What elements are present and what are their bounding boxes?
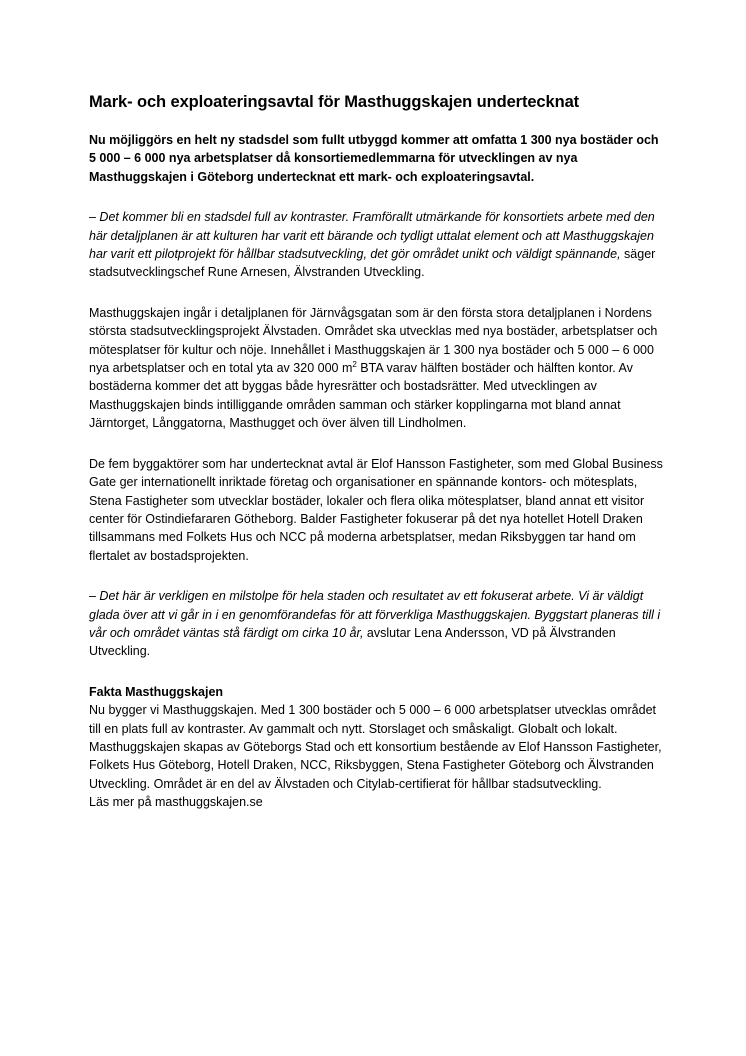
quote-2-attribution: avslutar Lena Andersson, VD på Älvstranden Utveckling. xyxy=(89,625,616,659)
superscript-2: 2 xyxy=(352,360,357,370)
body-paragraph-2: De fem byggaktörer som har undertecknat avtal är Elof Hansson Fastigheter, som med Global Business Gate ger internationellt inriktade företag och organisationer en spännande kontors- och mötesplats, Stena Fastigheter som utvecklar bostäder, lokaler och flera olika mötesplatser, bland annat ett visitor center för Ostindiefararen Götheborg. Balder Fastigheter fokuserar på det nya hotellet Hotell Draken tillsammans med Folkets Hus och NCC på moderna arbetsplatser, medan Riksbyggen tar hand om flertalet av bostadsprojekten. xyxy=(89,456,663,563)
facts-body: Nu bygger vi Masthuggskajen. Med 1 300 bostäder och 5 000 – 6 000 arbetsplatser utvecklas området till en plats full av kontraster. Av gammalt och nytt. Storslaget och småskaligt. Globalt och lokalt. Masthuggskajen skapas av Göteborgs Stad och ett konsortium bestående av Elof Hansson Fastigheter, Folkets Hus Göteborg, Hotell Draken, NCC, Riksbyggen, Stena Fastigheter Göteborg och Älvstranden Utveckling. Området är en del av Älvstaden och Citylab-certifierat för hållbar stadsutveckling. xyxy=(89,703,662,791)
quote-paragraph-2 xyxy=(89,587,666,661)
quote-1-attribution: säger stadsutvecklingschef Rune Arnesen, Älvstranden Utveckling. xyxy=(89,247,656,280)
facts-section xyxy=(89,683,666,812)
body-paragraph-1-text-a: Masthuggskajen ingår i detaljplanen för Järnvågsgatan som är den första stora detaljplanen i Nordens största stadsutvecklingsprojekt Älvstaden. Området ska utvecklas med nya bostäder, arbetsplatser och mötesplatser för kultur och nöje. Innehållet i Masthuggskajen är 1 300 nya bostäder och 5 000 – 6 000 nya arbetsplatser och en total yta av 320 000 m xyxy=(89,305,658,376)
quote-2-text: – Det här är verkligen en milstolpe för hela staden och resultatet av ett fokuserat arbete. Vi är väldigt glada över att vi går in i en genomförandefas för att förverkliga Masthuggskajen. Byggstart planeras till i vår och området väntas stå färdigt om cirka 10 år, xyxy=(89,589,661,640)
facts-heading: Fakta Masthuggskajen xyxy=(89,684,224,699)
quote-1-text: – Det kommer bli en stadsdel full av kontraster. Framförallt utmärkande för konsortiets arbete med den här detaljplanen är att kulturen har varit ett bärande och tydligt uttalat element och att Masthuggskajen har varit ett pilotprojekt för hållbar stadsutveckling, det gör området unikt och väldigt spännande, xyxy=(89,210,655,262)
body-paragraph-1-text-b: BTA varav hälften bostäder och hälften kontor. Av bostäderna kommer det att byggas både hyresrätter och bostadsrätter. Med utvecklingen av Masthuggskajen binds intilliggande områden samman och stärker kopplingarna mot bland annat Järntorget, Långgatorna, Masthugget och över älven till Lindholmen. xyxy=(89,361,633,431)
page-title: Mark- och exploateringsavtal för Masthuggskajen undertecknat xyxy=(89,93,580,111)
body-paragraph-1 xyxy=(89,304,666,433)
quote-paragraph-1 xyxy=(89,208,666,282)
facts-link-line: Läs mer på masthuggskajen.se xyxy=(89,795,263,810)
lead-paragraph: Nu möjliggörs en helt ny stadsdel som fullt utbyggd kommer att omfatta 1 300 nya bostäder och 5 000 – 6 000 nya arbetsplatser då konsortiemedlemmarna för utvecklingen av nya Masthuggskajen i Göteborg undertecknat ett mark- och exploateringsavtal. xyxy=(89,133,659,184)
